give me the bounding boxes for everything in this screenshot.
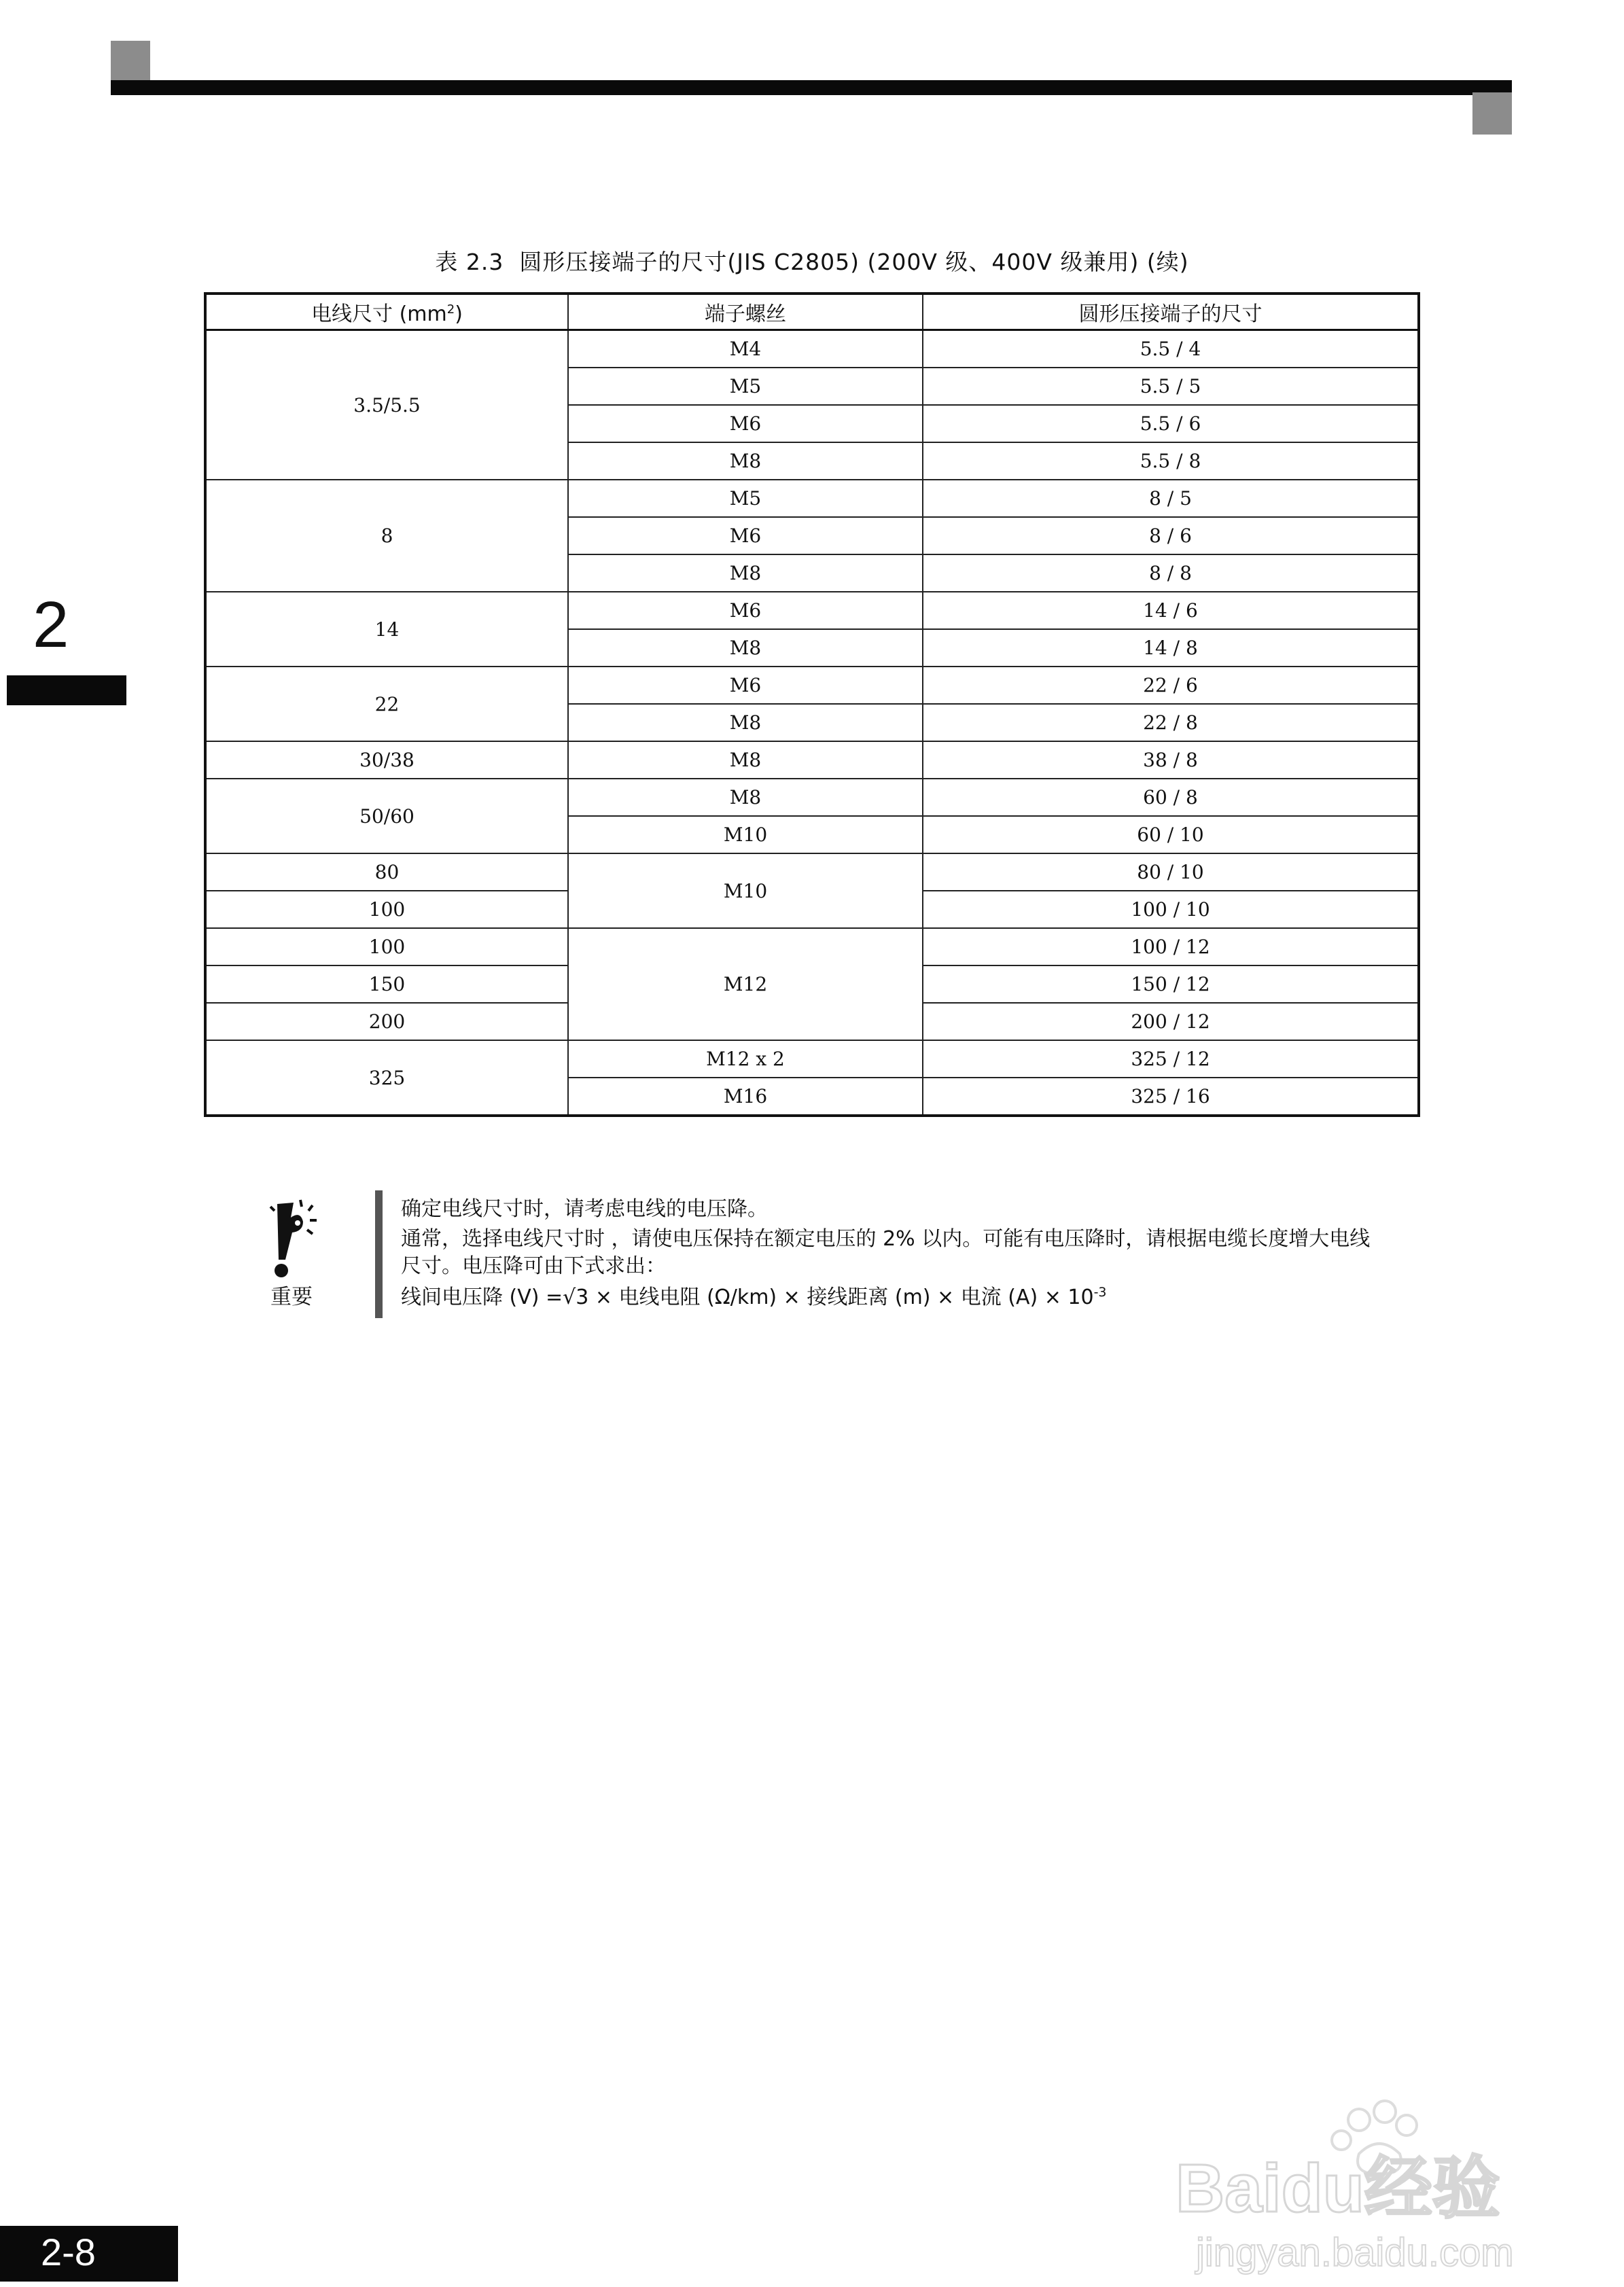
note-vertical-rule [375, 1190, 383, 1318]
screw-cell: M12 [568, 928, 923, 1040]
header-square-left [111, 41, 150, 83]
wire-size-cell: 325 [205, 1040, 568, 1116]
table-row [205, 330, 1419, 368]
wire-size-cell: 30/38 [205, 741, 568, 779]
wire-size-cell: 150 [205, 965, 568, 1003]
wire-size-cell: 200 [205, 1003, 568, 1040]
table-row [205, 853, 1419, 891]
screw-cell: M6 [568, 667, 923, 704]
header-wire-size: 电线尺寸 $(mm^2)$ [205, 294, 568, 330]
terminal-size-cell: 80 / 10 [923, 853, 1419, 891]
terminal-size-cell: 38 / 8 [923, 741, 1419, 779]
screw-cell: M8 [568, 442, 923, 480]
terminal-size-cell: 325 / 16 [923, 1078, 1419, 1116]
table-caption: 表 2.3 圆形压接端子的尺寸(JIS C2805) (200V 级、400V 级兼用) (续) [435, 249, 1189, 275]
watermark-logo-text: Baidu经验 [1176, 2150, 1500, 2227]
terminal-size-cell: 100 / 10 [923, 891, 1419, 928]
screw-cell: M6 [568, 517, 923, 554]
table-row [205, 480, 1419, 517]
formula-exponent: -3 [1093, 1285, 1107, 1300]
terminal-size-cell: 60 / 8 [923, 779, 1419, 816]
screw-cell: M8 [568, 741, 923, 779]
header-square-right [1472, 92, 1512, 135]
terminal-size-cell: 22 / 6 [923, 667, 1419, 704]
terminal-size-cell: 5.5 / 8 [923, 442, 1419, 480]
screw-cell: M8 [568, 629, 923, 667]
note-text-line: 通常，选择电线尺寸时 ，请使电压保持在额定电压的 2% 以内。可能有电压降时，请根据电缆长度增大电线 [401, 1227, 1371, 1251]
terminal-size-cell: 200 / 12 [923, 1003, 1419, 1040]
table-row [205, 667, 1419, 704]
screw-cell: M5 [568, 368, 923, 405]
header-rule [111, 80, 1512, 95]
terminal-size-cell: 100 / 12 [923, 928, 1419, 965]
wire-size-cell: 100 [205, 891, 568, 928]
note-text-line: 确定电线尺寸时，请考虑电线的电压降。 [401, 1197, 768, 1221]
terminal-size-cell: 150 / 12 [923, 965, 1419, 1003]
table-row [205, 928, 1419, 965]
wire-size-cell: 80 [205, 853, 568, 891]
important-label: 重要 [270, 1285, 313, 1309]
page-number: 2-8 [41, 2231, 96, 2273]
screw-cell: M12 x 2 [568, 1040, 923, 1078]
terminal-size-cell: 5.5 / 5 [923, 368, 1419, 405]
footer-page-box [0, 2226, 178, 2282]
table-header-row [205, 294, 1419, 330]
wire-size-cell: 8 [205, 480, 568, 592]
screw-cell: M8 [568, 554, 923, 592]
screw-cell: M6 [568, 405, 923, 442]
screw-cell: M6 [568, 592, 923, 629]
terminal-size-table [204, 292, 1420, 1117]
formula-sqrt: √3 [563, 1286, 589, 1309]
screw-cell: M10 [568, 816, 923, 853]
header-terminal-size: 圆形压接端子的尺寸 [923, 294, 1419, 330]
screw-cell: M8 [568, 779, 923, 816]
baidu-watermark-logo [1155, 2072, 1563, 2276]
watermark-url: jingyan.baidu.com [1196, 2231, 1514, 2275]
terminal-size-cell: 22 / 8 [923, 704, 1419, 741]
terminal-size-cell: 14 / 8 [923, 629, 1419, 667]
voltage-drop-formula [401, 1280, 1107, 1310]
table-row [205, 741, 1419, 779]
screw-cell: M16 [568, 1078, 923, 1116]
terminal-size-cell: 8 / 6 [923, 517, 1419, 554]
terminal-size-cell: 325 / 12 [923, 1040, 1419, 1078]
terminal-size-cell: 60 / 10 [923, 816, 1419, 853]
screw-cell: M4 [568, 330, 923, 368]
important-exclamation-icon [258, 1197, 333, 1279]
wire-size-cell: 50/60 [205, 779, 568, 853]
screw-cell: M8 [568, 704, 923, 741]
screw-cell: M5 [568, 480, 923, 517]
chapter-number: 2 [33, 588, 69, 661]
table-row [205, 592, 1419, 629]
note-text-line: 尺寸。电压降可由下式求出： [401, 1254, 666, 1278]
wire-size-cell: 100 [205, 928, 568, 965]
chapter-tab-bar [7, 675, 126, 705]
table-row [205, 779, 1419, 816]
wire-size-cell: 3.5/5.5 [205, 330, 568, 480]
header-terminal-screw: 端子螺丝 [568, 294, 923, 330]
terminal-size-cell: 5.5 / 4 [923, 330, 1419, 368]
formula-body: × 电线电阻 (Ω/km) × 接线距离 (m) × 电流 (A) × 10 [588, 1286, 1094, 1309]
screw-cell: M10 [568, 853, 923, 928]
terminal-size-cell: 8 / 5 [923, 480, 1419, 517]
table-row [205, 1040, 1419, 1078]
wire-size-cell: 22 [205, 667, 568, 741]
terminal-size-cell: 14 / 6 [923, 592, 1419, 629]
terminal-size-cell: 8 / 8 [923, 554, 1419, 592]
wire-size-cell: 14 [205, 592, 568, 667]
formula-prefix: 线间电压降 (V) = [401, 1286, 563, 1309]
terminal-size-cell: 5.5 / 6 [923, 405, 1419, 442]
